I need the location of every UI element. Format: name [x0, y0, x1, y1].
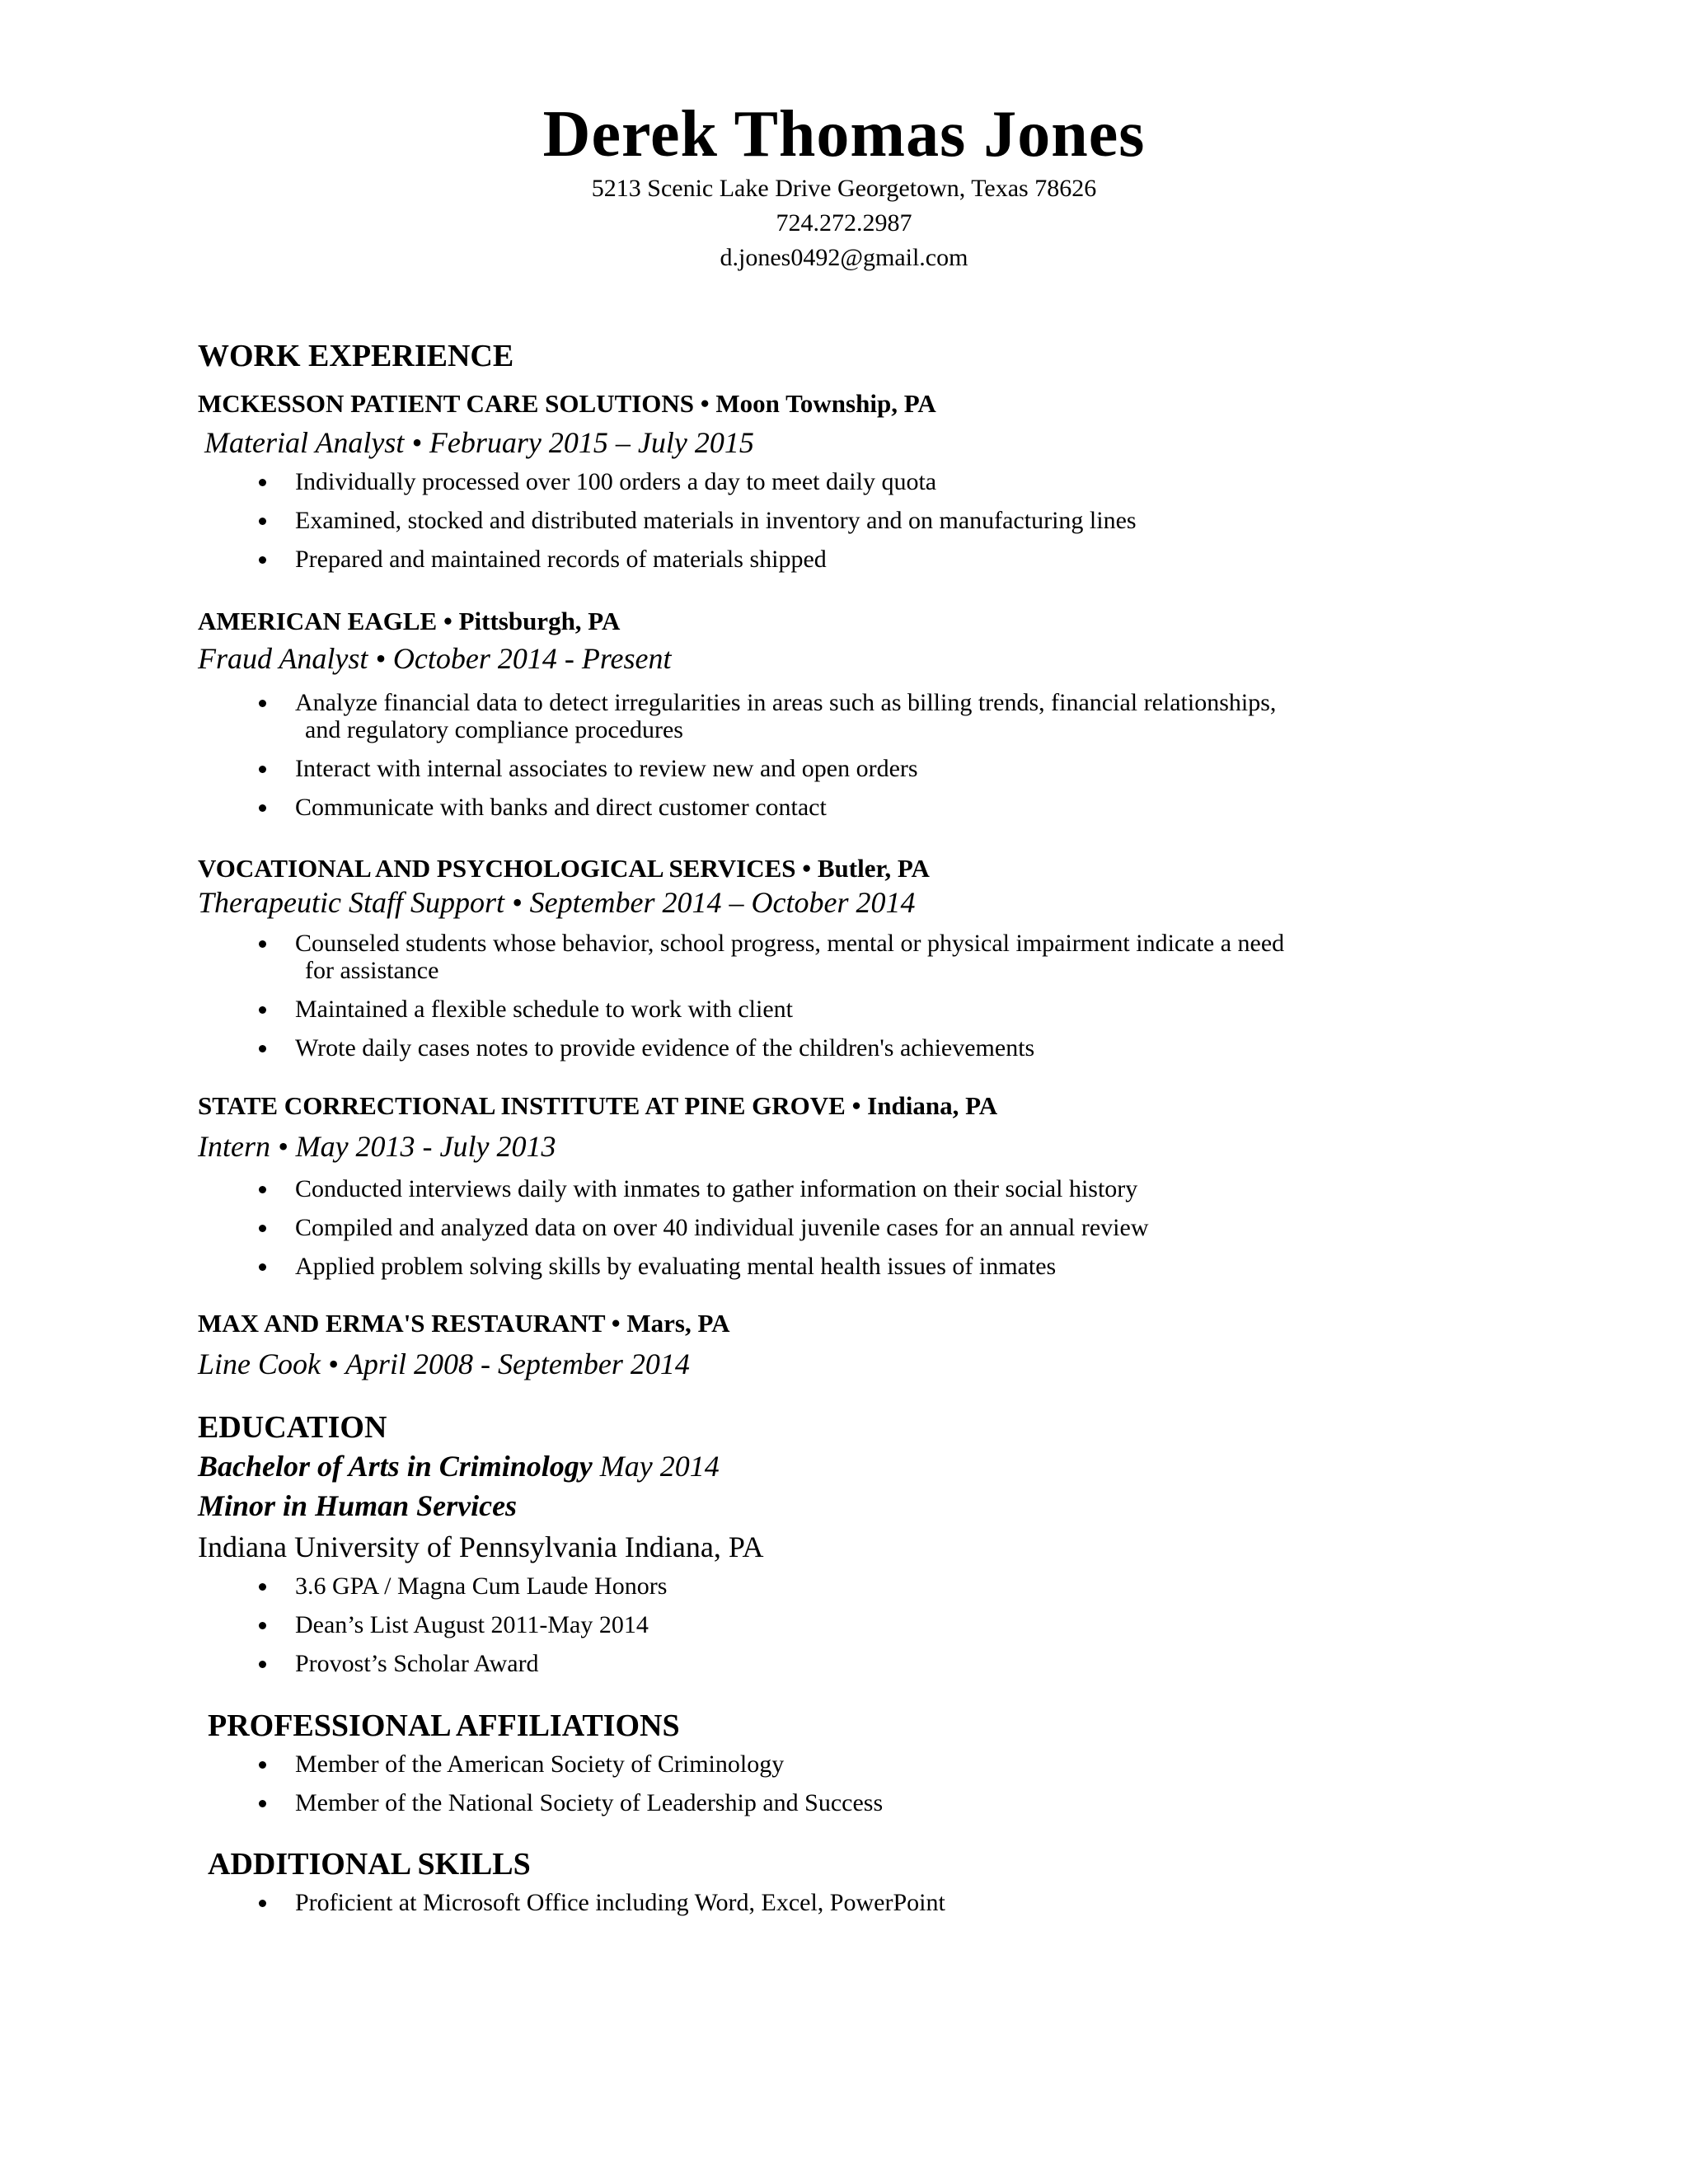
list-item: Maintained a flexible schedule to work with client	[259, 996, 1437, 1023]
affiliations-heading: PROFESSIONAL AFFILIATIONS	[208, 1708, 680, 1743]
list-item: Wrote daily cases notes to provide evidence of the children's achievements	[259, 1034, 1437, 1062]
address: 5213 Scenic Lake Drive Georgetown, Texas 78626	[591, 175, 1097, 202]
list-item	[259, 930, 1437, 984]
skills-bullets	[259, 1889, 1437, 1928]
list-item-line: Counseled students whose behavior, school progress, mental or physical impairment indicate a need	[295, 930, 1285, 957]
job-employer: MAX AND ERMA'S RESTAURANT • Mars, PA	[198, 1309, 730, 1338]
job-role: Fraud Analyst • October 2014 - Present	[198, 642, 672, 675]
list-item: Dean’s List August 2011-May 2014	[259, 1611, 1437, 1638]
job-employer: STATE CORRECTIONAL INSTITUTE AT PINE GROVE • Indiana, PA	[198, 1091, 998, 1120]
job-employer: VOCATIONAL AND PSYCHOLOGICAL SERVICES • Butler, PA	[198, 854, 930, 883]
list-item: Interact with internal associates to review new and open orders	[259, 755, 1437, 782]
skills-heading: ADDITIONAL SKILLS	[208, 1847, 531, 1882]
work-experience-heading: WORK EXPERIENCE	[198, 339, 514, 373]
degree-title: Bachelor of Arts in Criminology	[198, 1450, 593, 1483]
minor	[198, 1488, 517, 1523]
job-bullets	[259, 468, 1437, 584]
email: d.jones0492@gmail.com	[720, 244, 968, 271]
list-item: Member of the American Society of Criminology	[259, 1750, 1437, 1778]
minor-title: Minor in Human Services	[198, 1489, 518, 1522]
list-item: Member of the National Society of Leadership and Success	[259, 1789, 1437, 1816]
degree-date: May 2014	[592, 1450, 720, 1483]
job-role: Intern • May 2013 - July 2013	[198, 1130, 556, 1163]
list-item: Prepared and maintained records of materials shipped	[259, 546, 1437, 573]
job-role: Line Cook • April 2008 - September 2014	[198, 1347, 690, 1380]
job-role: Material Analyst • February 2015 – July 2015	[204, 426, 754, 459]
list-item: Proficient at Microsoft Office including Word, Excel, PowerPoint	[259, 1889, 1437, 1916]
job-role: Therapeutic Staff Support • September 2014 – October 2014	[198, 886, 916, 919]
list-item: Provost’s Scholar Award	[259, 1650, 1437, 1677]
list-item: Communicate with banks and direct customer contact	[259, 794, 1437, 821]
list-item: Individually processed over 100 orders a day to meet daily quota	[259, 468, 1437, 495]
job-employer: MCKESSON PATIENT CARE SOLUTIONS • Moon Township, PA	[198, 389, 936, 418]
job-employer: AMERICAN EAGLE • Pittsburgh, PA	[198, 607, 621, 635]
list-item-continuation: for assistance	[305, 957, 439, 984]
degree	[198, 1449, 720, 1483]
list-item: Applied problem solving skills by evaluating mental health issues of inmates	[259, 1253, 1437, 1280]
list-item: Compiled and analyzed data on over 40 individual juvenile cases for an annual review	[259, 1214, 1437, 1241]
list-item: 3.6 GPA / Magna Cum Laude Honors	[259, 1572, 1437, 1600]
list-item: Examined, stocked and distributed materials in inventory and on manufacturing lines	[259, 507, 1437, 534]
job-bullets	[259, 930, 1437, 1073]
school: Indiana University of Pennsylvania Indiana, PA	[198, 1530, 764, 1563]
list-item-line: Analyze financial data to detect irregularities in areas such as billing trends, financial relationships,	[295, 689, 1277, 716]
phone: 724.272.2987	[776, 209, 912, 237]
list-item	[259, 689, 1437, 743]
education-heading: EDUCATION	[198, 1410, 387, 1445]
list-item-continuation: and regulatory compliance procedures	[305, 716, 683, 743]
list-item: Conducted interviews daily with inmates to gather information on their social history	[259, 1175, 1437, 1202]
education-bullets	[259, 1572, 1437, 1689]
affiliations-bullets	[259, 1750, 1437, 1828]
job-bullets	[259, 1175, 1437, 1291]
job-bullets	[259, 689, 1437, 832]
candidate-name: Derek Thomas Jones	[542, 98, 1146, 171]
